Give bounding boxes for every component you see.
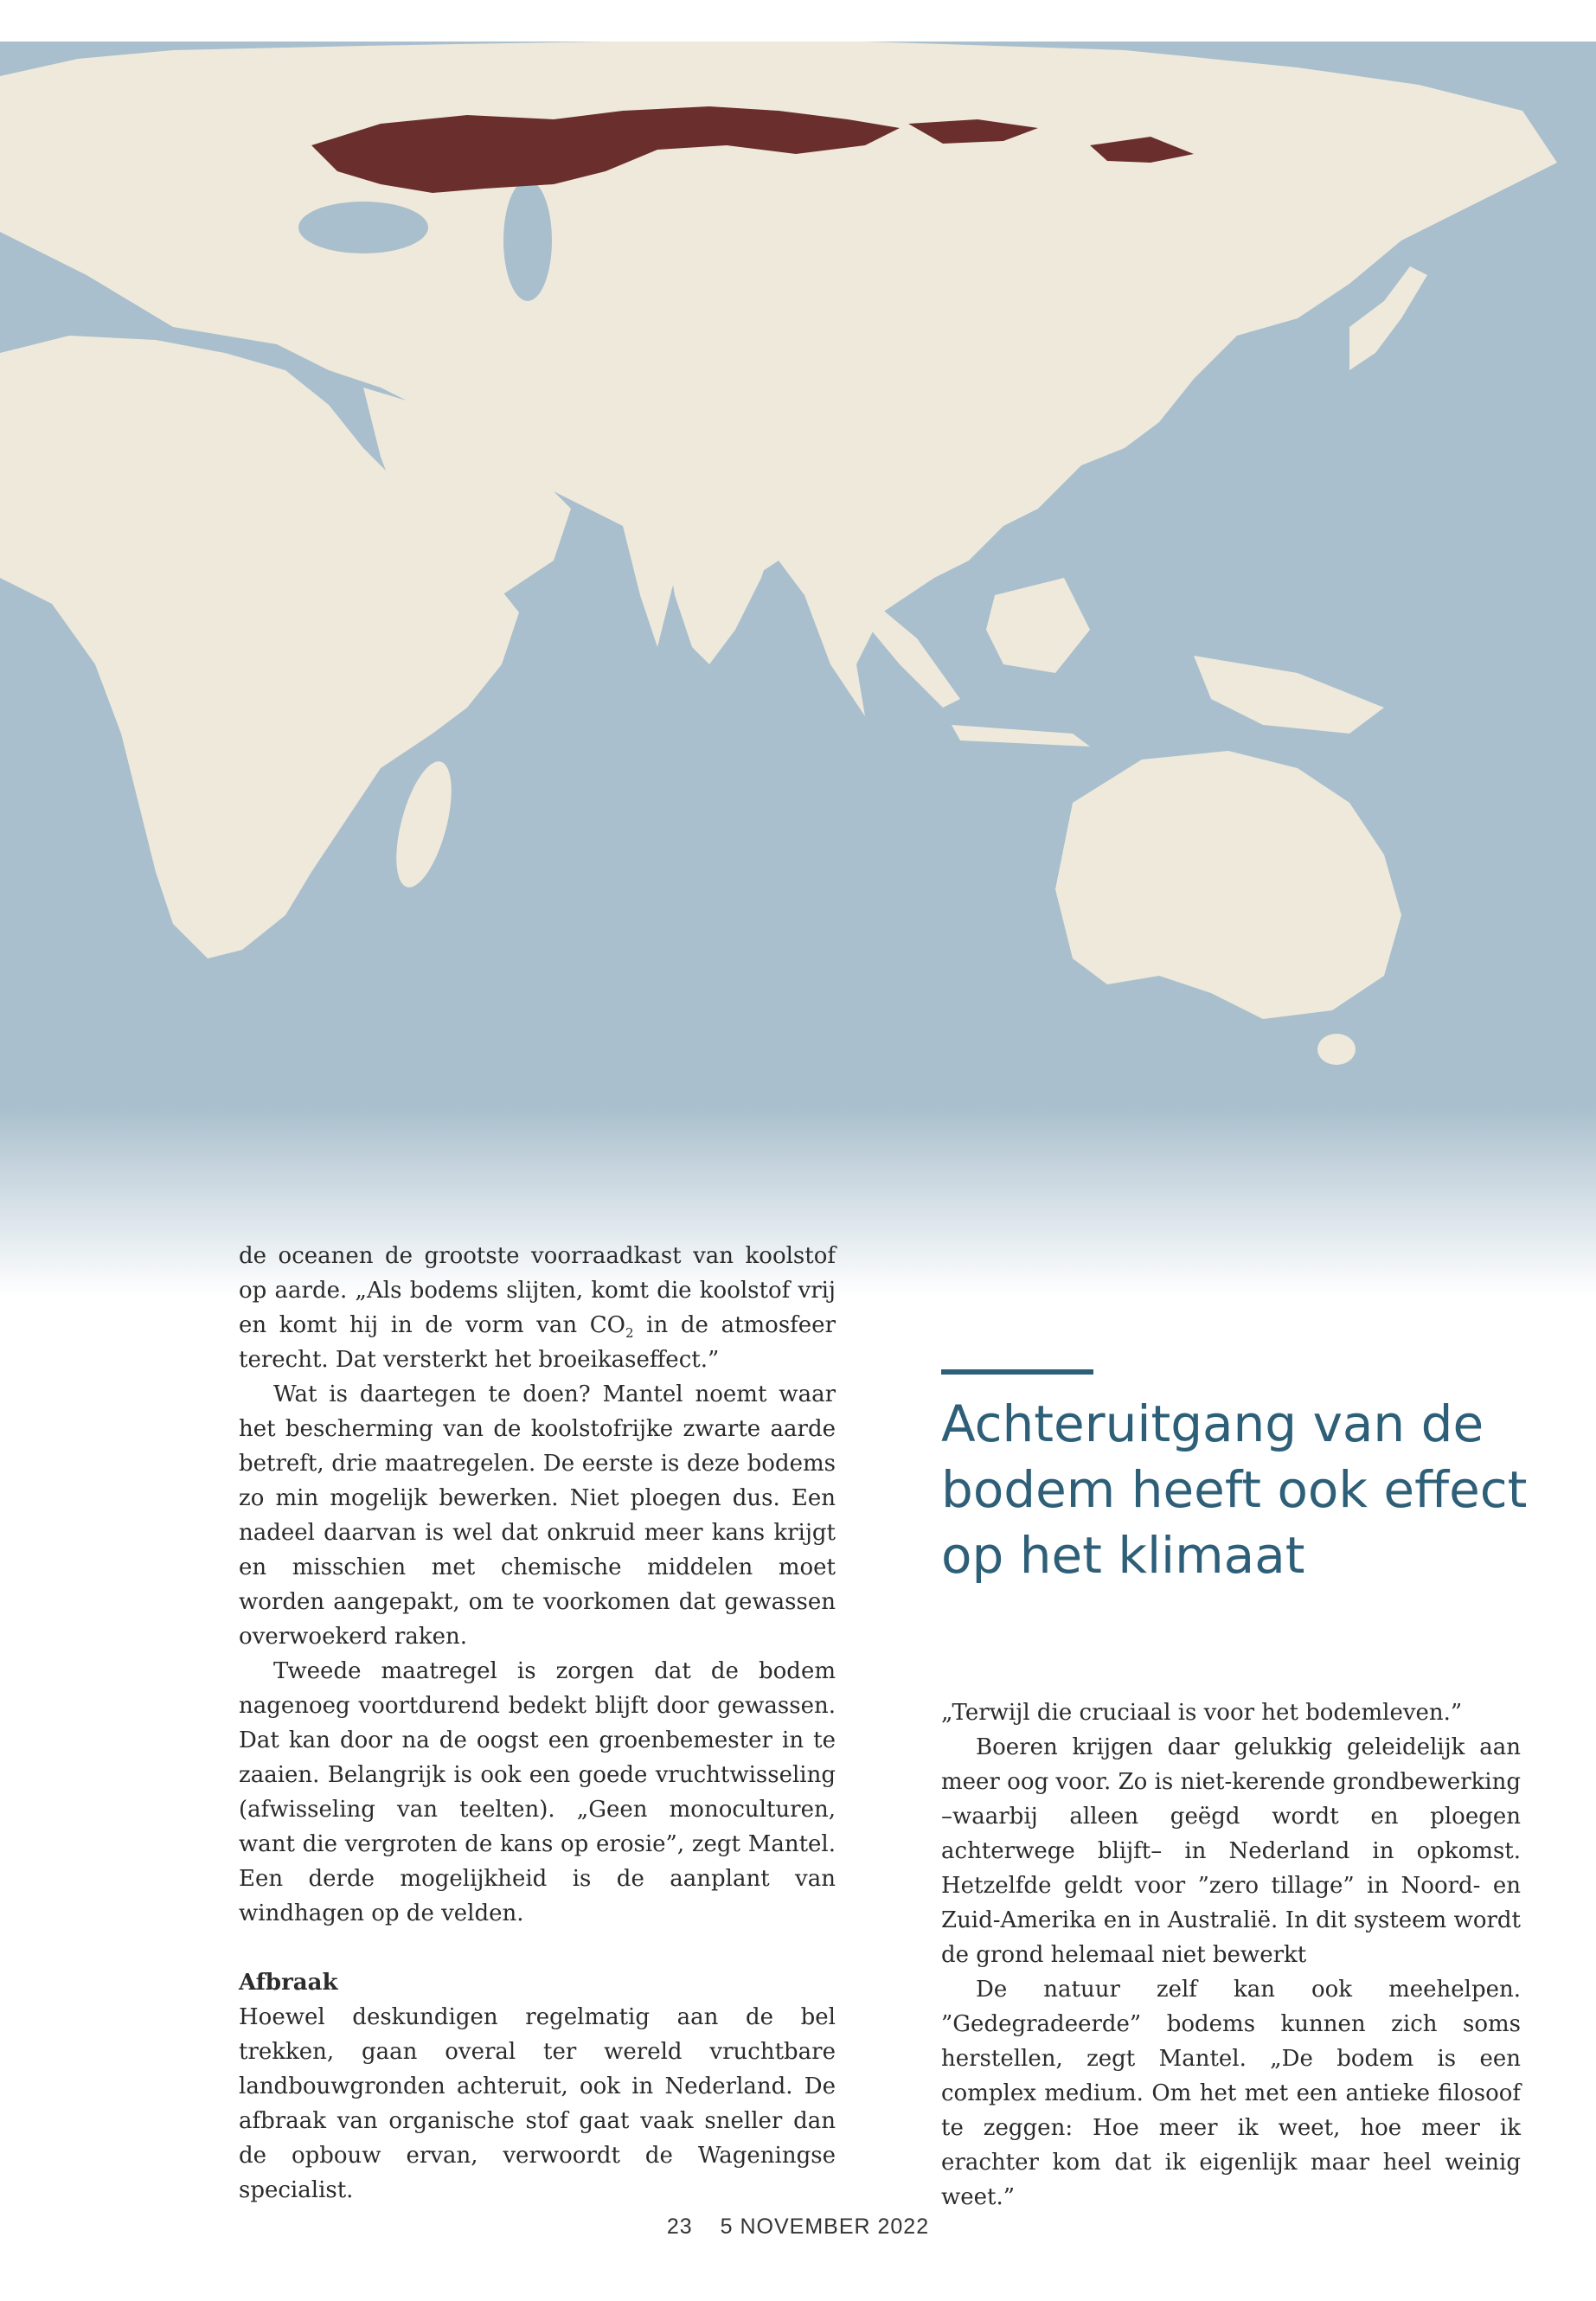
- right-column: [941, 1695, 1521, 2214]
- page-number: 23: [666, 2214, 693, 2239]
- paragraph: Hoewel deskundigen regelmatig aan de bel trekken, gaan overal ter wereld vruchtbare landbouwgronden achteruit, ook in Nederland. De afbraak van organische stof gaat vaak sneller dan de opbouw ervan, verwoordt de Wageningse specialist.: [239, 2004, 836, 2203]
- tasmania: [1317, 1034, 1356, 1065]
- pull-quote: Achteruitgang van de bodem heeft ook effect op het klimaat: [941, 1394, 1528, 1585]
- paragraph: Wat is daartegen te doen? Mantel noemt waar het bescherming van de koolstofrijke zwarte aarde betreft, drie maatregelen. De eerste is deze bodems zo min mogelijk bewerken. Niet ploegen dus. Een nadeel daarvan is wel dat onkruid meer kans krijgt en misschien met chemische middelen moet worden aangepakt, om te voorkomen dat gewassen overwoekerd raken.: [239, 1381, 836, 1650]
- pull-quote-rule: [941, 1369, 1093, 1375]
- paragraph: „Terwijl die cruciaal is voor het bodemleven.”: [941, 1700, 1463, 1726]
- left-column: [239, 1239, 836, 2208]
- page-footer: [0, 2214, 1596, 2240]
- paragraph: De natuur zelf kan ook meehelpen. ”Gedegradeerde” bodems kunnen zich soms herstellen, zegt Mantel. „De bodem is een complex medium. Om het met een antieke filosoof te zeggen: Hoe meer ik weet, hoe meer ik erachter kom dat ik eigenlijk maar heel weinig weet.”: [941, 1977, 1521, 2210]
- caspian-sea: [503, 180, 552, 301]
- paragraph: de oceanen de grootste voorraadkast van koolstof op aarde. „Als bodems slijten, komt die koolstof vrij en komt hij in de vorm van $CO_2$ in de atmosfeer terecht. Dat versterkt het broeikaseffect.”: [239, 1243, 836, 1373]
- black-sea: [298, 202, 428, 253]
- subheading: Afbraak: [239, 1970, 338, 1996]
- paragraph: Boeren krijgen daar gelukkig geleidelijk aan meer oog voor. Zo is niet-kerende grondbewerking –waarbij alleen geëgd wordt en ploegen achterwege blijft– in Nederland in opkomst. Hetzelfde geldt voor ”zero tillage” in Noord- en Zuid-Amerika en in Australië. In dit systeem wordt de grond helemaal niet bewerkt: [941, 1734, 1521, 1968]
- world-map-figure: [0, 42, 1596, 1296]
- issue-date: 5 NOVEMBER 2022: [720, 2214, 930, 2239]
- paragraph: Tweede maatregel is zorgen dat de bodem nagenoeg voortdurend bedekt blijft door gewassen. Dat kan door na de oogst een groenbemester in te zaaien. Belangrijk is ook een goede vruchtwisseling (afwisseling van teelten). „Geen monoculturen, want die vergroten de kans op erosie”, zegt Mantel. Een derde mogelijkheid is de aanplant van windhagen op de velden.: [239, 1658, 836, 1926]
